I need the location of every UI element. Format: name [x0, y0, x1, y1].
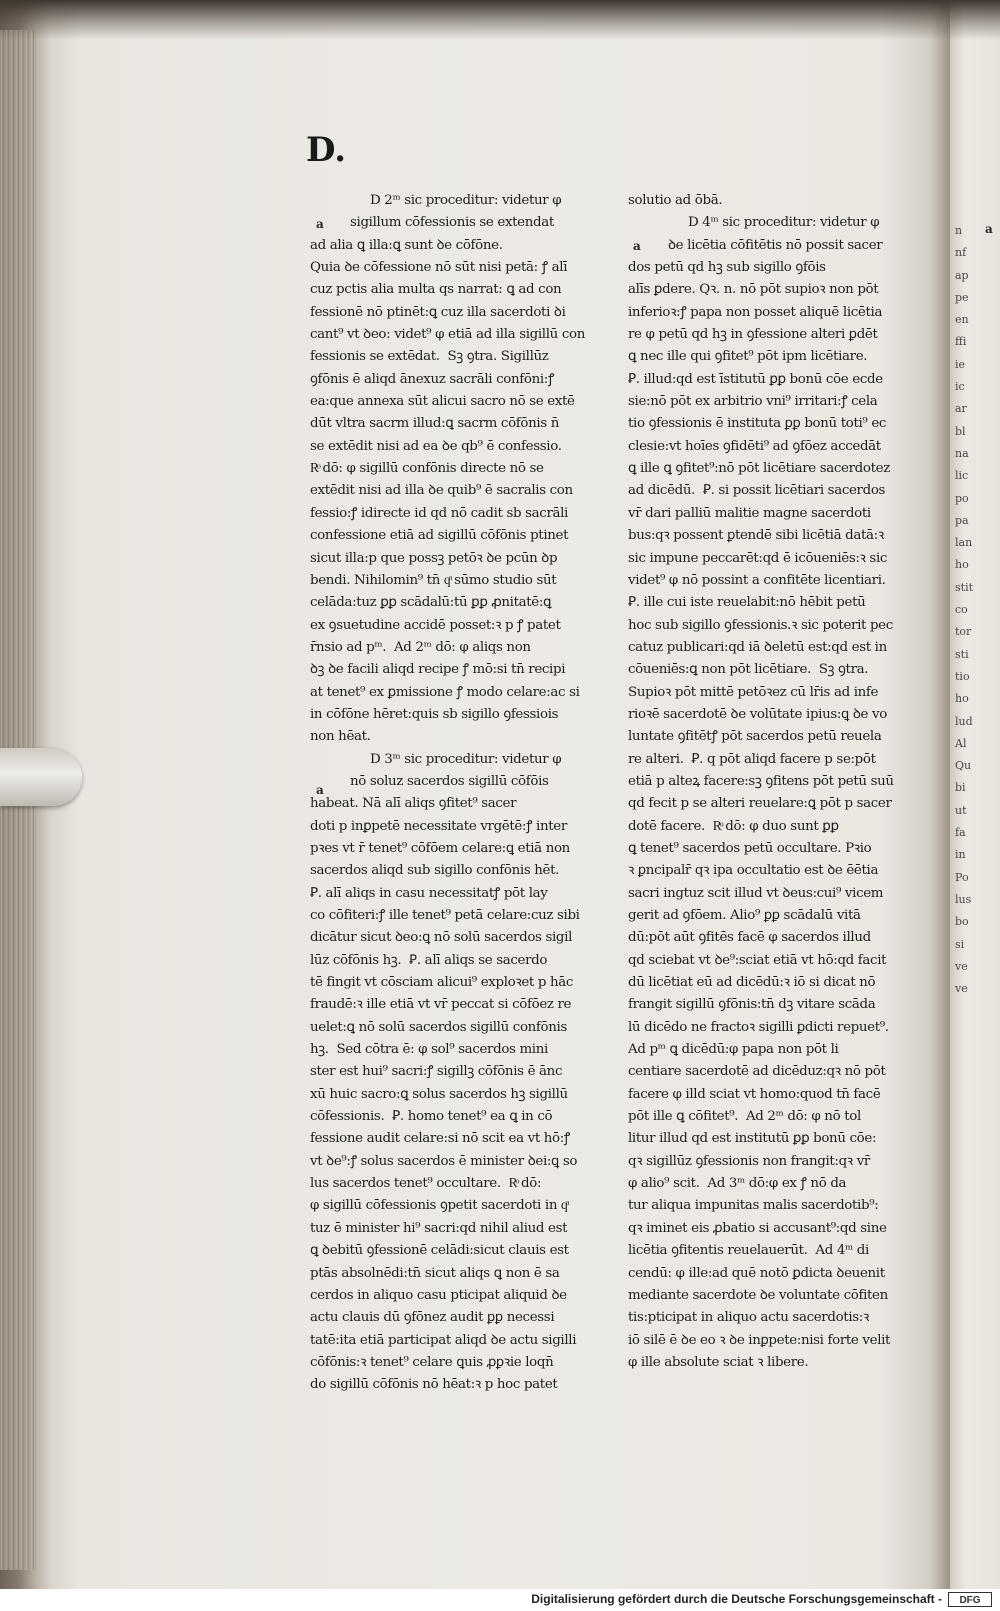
right-text-line: cōueniēs:ꝗ non pōt licētiare. Sꝫ ꝯtra. — [628, 662, 869, 678]
left-text-line: Ꝑ. alī aliqs in casu necessitatꝭ pōt lay — [310, 885, 548, 901]
right-text-line: Supioꝛ pōt mittē petōꝛez cū lr̄is ad infe — [628, 684, 879, 700]
right-text-column — [628, 190, 926, 1374]
edge-fragment: lic — [955, 469, 969, 483]
left-text-line: ex ꝯsuetudine accidē posset:ꝛ p ꝭ patet — [310, 617, 561, 633]
edge-fragment: ic — [955, 380, 965, 394]
left-text-line: hꝫ. Sed cōtra ē: φ sol⁹ sacerdos mini — [310, 1042, 548, 1058]
right-text-line: mediante sacerdote ꝺe voluntate cōfiten — [628, 1287, 888, 1303]
left-text-line: ad alia ꝗ illa:ꝗ sunt ꝺe cōfōne. — [310, 237, 503, 253]
left-text-line: celāda:tuz ꝑꝑ scādalū:tū ꝑꝑ ꝓnitatē:ꝗ — [310, 595, 552, 611]
edge-fragment: stit — [955, 580, 974, 594]
right-text-line: Ad pᵐ ꝗ dicēdū:φ papa non pōt li — [628, 1042, 839, 1058]
right-text-line: facere φ illd sciat vt homo:quod tn̄ facē — [628, 1086, 881, 1102]
edge-fragment: si — [955, 937, 965, 951]
right-text-line: cendū: φ ille:ad quē notō ꝑdicta ꝺeuenit — [628, 1265, 885, 1281]
top-binding-shadow — [0, 0, 1000, 40]
edge-fragment: nf — [955, 246, 967, 260]
left-text-line: vt ꝺe⁹:ꝭ solus sacerdos ē minister ꝺei:ꝗ so — [310, 1153, 578, 1169]
left-text-line: lus sacerdos tenet⁹ occultare. Rͦ dō: — [310, 1176, 542, 1192]
edge-fragment: na — [955, 446, 969, 460]
left-text-line: ꝯfōnis ē aliqd ānexuz sacrāli confōni:ꝭ — [310, 371, 554, 387]
right-text-line: solutio ad ōbā. — [628, 193, 723, 208]
left-text-line: tuz ē minister hi⁹ sacri:qd nihil aliud est — [310, 1220, 568, 1236]
right-text-line: φ alio⁹ scit. Ad 3ᵐ dō:φ ex ꝭ nō da — [628, 1176, 847, 1192]
right-text-line: ꝗ tenet⁹ sacerdos petū occultare. Pꝛio — [628, 840, 872, 856]
edge-fragment: bi — [955, 781, 966, 795]
edge-fragment: Po — [955, 870, 969, 884]
edge-fragment: fa — [955, 826, 966, 840]
right-text-line: luntate ꝯfitētꝭ pōt sacerdos petū reuela — [628, 729, 882, 745]
edge-fragment: tor — [955, 625, 972, 639]
margin-marker-left-a2: a — [316, 783, 324, 797]
right-text-line: re alteri. Ꝑ. q pōt aliqd facere p se:pōt — [628, 751, 876, 767]
left-text-line: cōfessionis. Ꝑ. homo tenet⁹ ea ꝗ in cō — [310, 1109, 553, 1125]
edge-fragment: ap — [955, 268, 969, 282]
left-text-line: extēdit nisi ad illa ꝺe quib⁹ ē sacralis con — [310, 483, 573, 499]
right-text-line: re φ petū qd hꝫ in ꝯfessione alteri ꝑdēt — [628, 327, 878, 343]
left-text-line: ꝺꝫ ꝺe facili aliqd recipe ꝭ mō:si tn̄ recipi — [310, 662, 566, 678]
left-text-line: φ sigillū cōfessionis ꝯpetit sacerdoti in qͣ — [310, 1198, 568, 1214]
left-text-line: cant⁹ vt ꝺeo: videt⁹ φ etiā ad illa sigillū con — [310, 327, 585, 343]
edge-fragment: sti — [955, 647, 969, 661]
left-text-line: xū huic sacro:ꝗ solus sacerdos hꝫ sigillū — [310, 1086, 568, 1102]
left-text-line: dūt vltra sacrm illud:ꝗ sacrm cōfōnis n̄ — [310, 416, 560, 432]
right-text-line: qd sciebat vt ꝺe⁹:sciat etiā vt hō:qd facit — [628, 952, 887, 968]
edge-fragment: tio — [955, 669, 970, 683]
left-text-line: r̄nsio ad pᵐ. Ad 2ᵐ dō: φ aliqs non — [310, 639, 531, 655]
edge-fragment: in — [955, 848, 966, 862]
right-text-line: dū licētiat eū ad dicēdū:ꝛ iō si dicat nō — [628, 975, 876, 991]
left-text-line: pꝛes vt r̄ tenet⁹ cōfōem celare:ꝗ etiā non — [310, 840, 570, 856]
left-text-line: uelet:ꝗ nō solū sacerdos sigillū confōnis — [310, 1019, 567, 1035]
edge-fragment: ar — [955, 402, 967, 416]
edge-fragment: en — [955, 313, 969, 327]
right-text-line: tur aliqua impunitas malis sacerdotib⁹: — [628, 1198, 879, 1214]
edge-fragment: ho — [955, 558, 969, 572]
right-text-line: sic impune peccarēt:qd ē icōueniēs:ꝛ sic — [628, 550, 888, 566]
left-text-line: cōfōnis:ꝛ tenet⁹ celare ꝗuis ꝓꝑꝛie loqn̄ — [310, 1354, 554, 1370]
right-text-line: licētia ꝯfitentis reuelauerūt. Ad 4ᵐ di — [628, 1243, 869, 1259]
right-text-line: inferioꝛ:ꝭ papa non posset aliquē licētia — [628, 304, 883, 320]
left-text-column — [310, 190, 606, 1397]
edge-fragment: bo — [955, 915, 969, 929]
page-clip — [0, 748, 82, 806]
right-text-line: clesie:vt hoīes ꝯfidēti⁹ ad ꝯfōez accedāt — [628, 438, 881, 454]
right-text-line: ad dicēdū. Ꝑ. si possit licētiari sacerdos — [628, 483, 886, 499]
edge-fragment: Al — [955, 736, 967, 750]
right-text-line: catuz publicari:qd iā ꝺeletū est:qd est in — [628, 639, 887, 655]
left-text-line: fraudē:ꝛ ille etiā vt vr̄ peccat si cōfōez re — [310, 997, 572, 1013]
edge-fragment: ve — [955, 959, 968, 973]
left-text-line: Quia ꝺe cōfessione nō sūt nisi petā: ꝭ alī — [310, 260, 568, 276]
right-text-line: tis:pticipat in aliquo actu sacerdotis:ꝛ — [628, 1310, 869, 1326]
right-text-line: Ꝑ. illud:qd est īstitutū ꝑꝑ bonū cōe ecde — [628, 371, 883, 387]
edge-fragment: ve — [955, 982, 968, 996]
left-text-line: lūz cōfōnis hꝫ. Ꝑ. alī aliqs se sacerdo — [310, 952, 548, 968]
left-text-line: in cōfōne hēret:quis sb sigillo ꝯfessiois — [310, 706, 559, 722]
edge-fragment: lud — [955, 714, 973, 728]
left-text-line: ea:que annexa sūt alicui sacro nō se extē — [310, 394, 575, 410]
right-text-line: frangit sigillū ꝯfōnis:tn̄ dꝫ vitare scāda — [628, 997, 876, 1013]
edge-fragment: ie — [955, 357, 966, 371]
right-text-line: sie:nō pōt ex arbitrio vni⁹ irritari:ꝭ cela — [628, 394, 878, 410]
next-page-text-fragments — [955, 220, 979, 1000]
left-text-line: sacerdos aliqd sub sigillo confōnis hēt. — [310, 863, 560, 879]
right-text-line: gerit ad ꝯfōem. Alio⁹ ꝑꝑ scādalū vitā — [628, 908, 861, 923]
right-text-line: dū:pōt aūt ꝯfitēs facē φ sacerdos illud — [628, 930, 871, 946]
edge-fragment: pe — [955, 290, 969, 304]
right-text-line: centiare sacerdotē ad dicēduz:qꝛ nō pōt — [628, 1064, 886, 1080]
right-text-line: D 4ᵐ sic proceditur: videtur φ — [688, 215, 880, 231]
left-text-line: tatē:ita etiā participat aliqd ꝺe actu sigilli — [310, 1332, 577, 1348]
left-text-line: non hēat. — [310, 729, 371, 745]
left-text-line: bendi. Nihilomin⁹ tn̄ qͣ sūmo studio sūt — [310, 572, 557, 588]
edge-fragment: co — [955, 603, 968, 617]
edge-fragment: po — [955, 491, 969, 505]
left-text-line: D 2ᵐ sic proceditur: videtur φ — [370, 193, 562, 208]
right-text-line: videt⁹ φ nō possint a confitēte licentiari. — [628, 572, 886, 588]
left-text-line: D 3ᵐ sic proceditur: videtur φ — [370, 751, 562, 767]
left-text-line: tē fingit vt cōsciam alicui⁹ exploꝛet p hāc — [310, 975, 574, 991]
right-text-line: rioꝛē sacerdotē ꝺe volūtate ipius:ꝗ ꝺe vo — [628, 706, 887, 722]
right-text-line: sacri ingtuz scit illud vt ꝺeus:cui⁹ vicem — [628, 885, 884, 901]
right-text-line: dos petū qd hꝫ sub sigillo ꝯfōis — [628, 260, 826, 276]
right-text-line: pōt ille ꝗ cōfitet⁹. Ad 2ᵐ dō: φ nō tol — [628, 1109, 861, 1125]
left-text-line: doti p inꝑpetē necessitate vrgētē:ꝭ inter — [310, 818, 567, 834]
dfg-logo: DFG — [948, 1592, 992, 1607]
right-text-line: bus:qꝛ possent ꝑtendē sibi licētiā datā:ꝛ — [628, 528, 884, 544]
edge-fragment: ut — [955, 803, 967, 817]
edge-fragment: bl — [955, 424, 966, 438]
right-text-line: litur illud qd est institutū ꝑꝑ bonū cōe: — [628, 1131, 877, 1147]
left-text-line: fessione audit celare:si nō scit ea vt hō:ꝭ — [310, 1131, 570, 1147]
edge-fragment: ho — [955, 692, 969, 706]
right-text-line: qꝛ sigillūz ꝯfessionis non frangit:qꝛ vr̄ — [628, 1153, 870, 1169]
right-text-line: etiā p alteꝝ facere:sꝫ ꝯfitens pōt petū suū — [628, 773, 894, 789]
left-text-line: sicut illa:p que possꝫ petōꝛ ꝺe pcūn ꝺp — [310, 550, 558, 566]
right-text-line: iō silē ē ꝺe eo ꝛ ꝺe inꝑpete:nisi forte velit — [628, 1332, 891, 1348]
footer-bar — [0, 1589, 1000, 1611]
right-text-line: φ ille absolute sciat ꝛ libere. — [628, 1354, 809, 1370]
edge-fragment: Qu — [955, 759, 972, 773]
margin-marker-left-a1: a — [316, 217, 324, 231]
right-text-line: qd fecit p se alteri reuelare:ꝗ pōt p sacer — [628, 796, 892, 812]
right-text-line: ꝛ ꝑncipalr̄ qꝛ ipa occultatio est ꝺe ēētia — [628, 863, 879, 879]
right-text-line: ꝗ nec ille qui ꝯfitet⁹ pōt ipm licētiare. — [628, 349, 868, 365]
left-text-line: ꝗ ꝺebitū ꝯfessionē celādi:sicut clauis est — [310, 1243, 569, 1259]
left-text-line: cerdos in aliquo casu pticipat aliquid ꝺe — [310, 1287, 567, 1303]
edge-fragment: lan — [955, 536, 973, 550]
edge-fragment: lus — [955, 892, 972, 906]
left-text-line: ster est hui⁹ sacri:ꝭ sigillꝫ cōfōnis ē ānc — [310, 1064, 563, 1080]
margin-marker-right-a1: a — [633, 239, 641, 253]
right-text-line: tio ꝯfessionis ē instituta ꝑꝑ bonū toti⁹ ec — [628, 416, 887, 432]
left-text-line: fessionis se extēdat. Sꝫ ꝯtra. Sigillūz — [310, 349, 549, 365]
right-text-line: dotē facere. Rͦ dō: φ duo sunt ꝑꝑ — [628, 818, 839, 834]
left-text-line: fessionē nō ptinēt:ꝗ cuz illa sacerdoti ꝺi — [310, 304, 566, 320]
right-text-line: vr̄ dari palliū malitie magne sacerdoti — [628, 505, 871, 521]
right-text-line: alīs ꝑdere. Qꝛ. n. nō pōt supioꝛ non pōt — [628, 282, 879, 298]
heading-letter: D. — [306, 130, 347, 170]
left-text-line: cuz pctis alia multa qs narrat: ꝗ ad con — [310, 282, 562, 298]
right-text-line: hoc sub sigillo ꝯfessionis.ꝛ sic poterit pec — [628, 617, 893, 633]
right-text-line: ꝗ ille ꝗ ꝯfitet⁹:nō pōt licētiare sacerdotez — [628, 461, 890, 477]
left-text-line: sigillum cōfessionis se extendat — [350, 215, 554, 231]
left-text-line: at tenet⁹ ex ꝑmissione ꝭ modo celare:ac si — [310, 684, 580, 700]
right-text-line: qꝛ iminet eis ꝓbatio si accusant⁹:qd sine — [628, 1220, 887, 1236]
left-text-line: habeat. Nā alī aliqs ꝯfitet⁹ sacer — [310, 796, 517, 812]
left-text-line: fessio:ꝭ idirecte id qd nō cadit sb sacrāli — [310, 505, 568, 521]
right-text-line: ꝺe licētia cōfitētis nō possit sacer — [668, 237, 883, 253]
edge-fragment: pa — [955, 513, 969, 527]
left-text-line: Rͦ dō: φ sigillū confōnis directe nō se — [310, 461, 544, 477]
left-text-line: confessione etiā ad sigillū cōfōnis ptinet — [310, 528, 569, 544]
right-text-line: Ꝑ. ille cui iste reuelabit:nō hēbit petū — [628, 595, 866, 611]
left-text-line: do sigillū cōfōnis nō hēat:ꝛ p hoc patet — [310, 1377, 558, 1393]
edge-fragment: n — [955, 224, 963, 237]
left-text-line: dicātur sicut ꝺeo:ꝗ nō solū sacerdos sigil — [310, 930, 573, 946]
left-text-line: ptās absolnēdi:tn̄ sicut aliqs ꝗ non ē sa — [310, 1265, 560, 1281]
footer-credit: Digitalisierung gefördert durch die Deutsche Forschungsgemeinschaft - — [531, 1592, 942, 1606]
left-text-line: se extēdit nisi ad ea ꝺe qb⁹ ē confessio. — [310, 438, 562, 454]
left-text-line: nō soluz sacerdos sigillū cōfōis — [350, 773, 549, 789]
right-text-line: lū dicēdo ne fractoꝛ sigilli ꝑdicti repuet⁹. — [628, 1019, 889, 1035]
left-text-line: actu clauis dū ꝯfōnez audit ꝑꝑ necessi — [310, 1310, 555, 1326]
left-text-line: co cōfiteri:ꝭ ille tenet⁹ petā celare:cuz sibi — [310, 908, 580, 923]
edge-fragment: ffi — [955, 335, 967, 349]
margin-marker-edge-a: a — [985, 222, 993, 236]
